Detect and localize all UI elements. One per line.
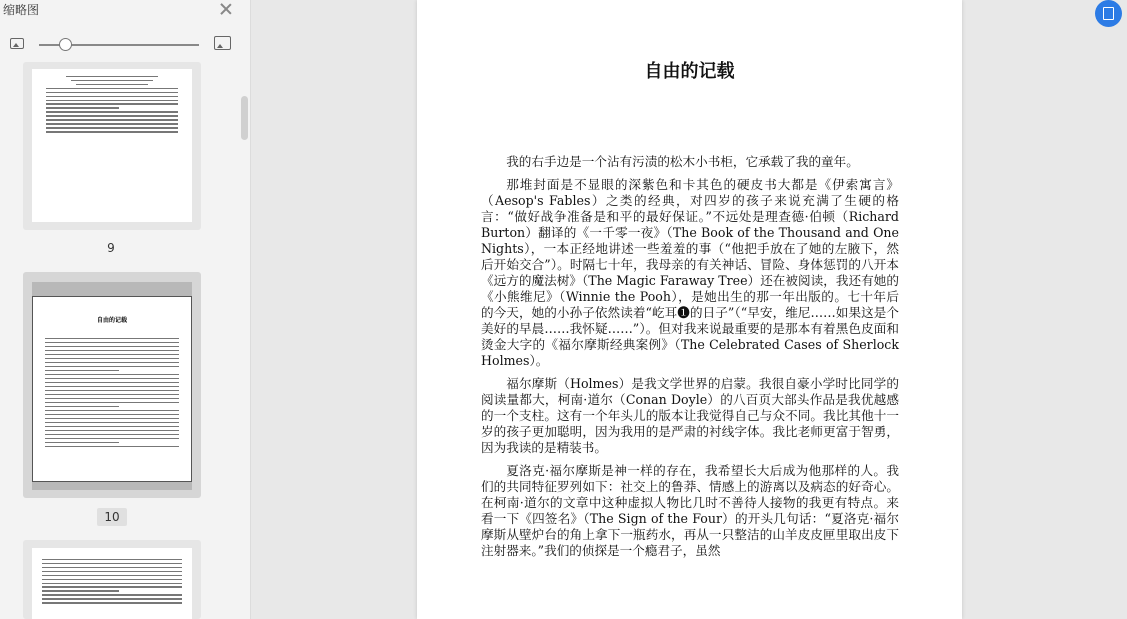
thumbnail-text-line [45,398,179,399]
thumbnail-text-line [45,370,119,371]
thumbnail-text-line [46,111,178,112]
thumbnail-sidebar [0,0,251,619]
thumbnail-preview [32,296,192,482]
thumbnail-text-line [46,123,178,124]
thumbnail-text-line [46,92,178,93]
thumbnail-text-line [45,358,179,359]
thumbnail-text-line [42,563,182,564]
thumbnail-text-line [45,418,179,419]
document-page [417,0,962,619]
thumbnail-text-line [42,567,182,568]
thumbnail-text-line [76,84,147,85]
thumbnail-text-line [45,430,179,431]
floating-action-button[interactable] [1095,0,1122,27]
thumbnail-text-line [66,76,158,77]
thumbnail-text-line [42,590,119,591]
paragraph: 夏洛克·福尔摩斯是神一样的存在，我希望长大后成为他那样的人。我们的共同特征罗列如下：社交上的鲁莽、情感上的游离以及病态的好奇心。在柯南·道尔的文章中这种虚拟人物比几时不善待人接物的我更有特点。来看一下《四签名》（The Sign of the Four）的开头几句话：“夏洛克·福尔摩斯从壁炉台的角上拿下一瓶药水，再从一只整洁的山羊皮皮匣里取出皮下注射器来。”我们的侦探是一个瘾君子，虽然 [481,463,899,558]
thumbnail-text-line [45,346,179,347]
thumbnail-text-line [42,571,182,572]
chapter-body [481,154,899,566]
thumbnail-text-line [45,390,179,391]
thumbnail-page-9[interactable] [23,62,201,230]
thumbnail-text-line [46,119,178,120]
thumbnail-page-11[interactable] [23,540,201,619]
paragraph: 那堆封面是不显眼的深紫色和卡其色的硬皮书大都是《伊索寓言》（Aesop's Fables）之类的经典，对四岁的孩子来说充满了生硬的格言：“做好战争准备是和平的最好保证。”不远处是理查德·伯顿（Richard Burton）翻译的《一千零一夜》（The Book of the Thousand and One Nights），一本正经地讲述一些羞羞的事（“他把手放在了她的左腋下，然后开始交合”）。时隔七十年，我母亲的有关神话、冒险、身体惩罚的八开本《远方的魔法树》（The Magic Faraway Tree）还在被阅读，我还有她的《小熊维尼》（Winnie the Pooh），是她出生的那一年出版的。七十年后的今天，她的小孙子依然读着“屹耳❶的日子”（“早安，维尼……如果这是个美好的早晨……我怀疑……”）。但对我来说最重要的是那本有着黑色皮面和烫金大字的《福尔摩斯经典案例》（The Celebrated Cases of Sherlock Holmes）。 [481,177,899,368]
thumbnail-text-line [42,575,182,576]
sidebar-scrollbar[interactable] [241,96,248,140]
thumbnail-text-line [45,422,179,423]
thumbnail-text-line [45,386,179,387]
thumbnail-text-line [45,414,179,415]
paragraph: 我的右手边是一个沾有污渍的松木小书柜，它承载了我的童年。 [506,154,859,169]
thumbnail-label: 10 [97,508,127,526]
thumbnail-text-line [46,127,178,128]
thumbnail-text-line [45,410,179,411]
thumbnail-text-line [42,579,182,580]
thumbnail-text-line [71,80,153,81]
thumbnail-text-line [45,406,119,407]
thumbnail-text-line [46,103,178,104]
thumbnail-text-line [45,342,179,343]
thumbnail-text-line [45,434,179,435]
thumbnail-preview [32,69,192,222]
thumbnail-text-line [45,438,179,439]
zoom-slider-thumb[interactable] [59,38,72,51]
sidebar-title: 缩略图 [3,3,40,17]
thumbnail-text-line [46,100,178,101]
thumbnail-viewport-bottom [32,482,192,490]
image-small-icon[interactable] [10,38,24,49]
thumbnail-label: 9 [107,241,115,255]
thumbnail-text-line [45,366,179,367]
thumbnail-text-line [46,107,119,108]
thumbnail-text-line [45,426,179,427]
thumbnail-text-line [45,442,119,443]
thumbnail-text-line [45,354,179,355]
thumbnail-text-line [45,338,179,339]
thumbnail-text-line [46,131,178,132]
thumbnail-text-line [45,378,179,379]
thumbnail-text-line [42,586,182,587]
thumbnail-text-line [45,394,179,395]
thumbnail-page-10[interactable] [23,272,201,498]
close-icon[interactable] [219,2,233,16]
thumbnail-zoom-control [0,30,251,58]
thumbnail-text-line [45,402,179,403]
thumbnail-text-line [42,594,182,595]
thumbnail-text-line [45,446,179,447]
thumbnail-text-line [42,559,182,560]
chapter-title: 自由的记载 [644,61,735,82]
image-large-icon[interactable] [214,36,231,50]
paragraph: 福尔摩斯（Holmes）是我文学世界的启蒙。我很自豪小学时比同学的阅读量都大，柯南·道尔（Conan Doyle）的八百页大部头作品是我优越感的一个支柱。这有一个年头儿的版本让我觉得自己与众不同。我比其他十一岁的孩子更加聪明，因为我用的是严肃的衬线字体。我比老师更富于智勇，因为我读的是精装书。 [481,376,899,455]
thumbnail-text-line [42,583,182,584]
thumbnail-text-line [42,598,182,599]
thumbnail-preview [32,548,192,619]
thumbnail-viewport-top [32,282,192,296]
thumbnail-text-line [46,115,178,116]
thumbnail-title: 自由的记载 [96,317,127,324]
thumbnail-text-line [45,350,179,351]
thumbnail-text-line [46,96,178,97]
thumbnail-text-line [45,362,179,363]
thumbnail-text-line [46,88,178,89]
thumbnail-text-line [45,382,179,383]
thumbnail-text-line [45,374,179,375]
thumbnail-text-line [42,602,182,603]
